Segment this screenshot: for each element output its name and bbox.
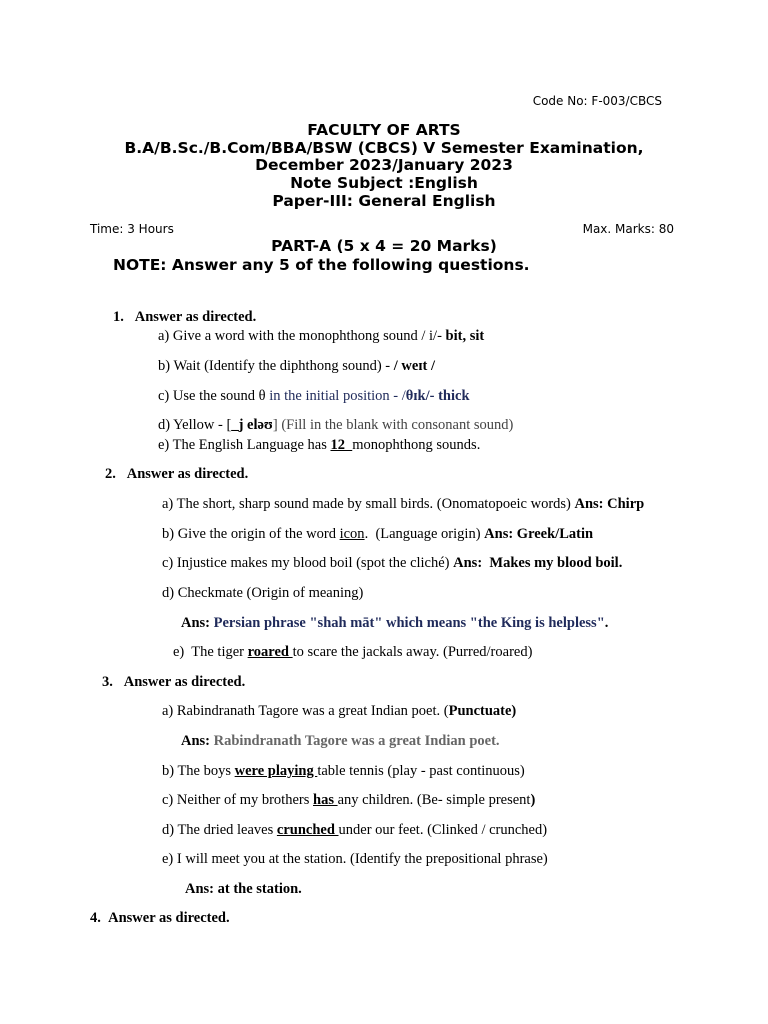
question-4-heading bbox=[90, 909, 230, 927]
question-2-heading bbox=[105, 465, 248, 483]
q1-item-e: e) The English Language has 12 monophthong sounds. bbox=[158, 437, 481, 453]
question-number: 3. bbox=[102, 674, 113, 690]
answer: bit, sit bbox=[445, 328, 485, 344]
question-title: Answer as directed. bbox=[134, 309, 257, 325]
q2-item-b: b) Give the origin of the word icon. (Language origin) Ans: Greek/Latin bbox=[162, 526, 594, 542]
q2-item-c: c) Injustice makes my blood boil (spot the cliché) Ans: Makes my blood boil. bbox=[162, 555, 623, 571]
q1-item-d: d) Yellow - [_j eləʊ] (Fill in the blank with consonant sound) bbox=[158, 417, 514, 433]
q3-item-c: c) Neither of my brothers has any children. (Be- simple present) bbox=[162, 792, 536, 808]
q3-item-e-answer bbox=[185, 880, 302, 898]
answer: Ans: Makes my blood boil. bbox=[453, 555, 623, 571]
exam-session: December 2023/January 2023 bbox=[255, 156, 513, 174]
q3-item-d: d) The dried leaves crunched under our feet. (Clinked / crunched) bbox=[162, 822, 548, 838]
note-subject: Note Subject :English bbox=[290, 174, 478, 192]
q2-item-e: e) The tiger roared to scare the jackals away. (Purred/roared) bbox=[173, 644, 533, 660]
code-number: Code No: F-003/CBCS bbox=[532, 94, 662, 108]
exam-time: Time: 3 Hours bbox=[90, 222, 174, 236]
question-title: Answer as directed. bbox=[123, 674, 246, 690]
answer: Ans: Chirp bbox=[574, 496, 645, 512]
answer: crunched bbox=[276, 822, 339, 838]
part-heading: PART-A (5 x 4 = 20 Marks) bbox=[271, 237, 497, 255]
question-title: Answer as directed. bbox=[108, 910, 230, 926]
q3-item-a: a) Rabindranath Tagore was a great Indian poet. (Punctuate) bbox=[162, 703, 517, 719]
exam-title: B.A/B.Sc./B.Com/BBA/BSW (CBCS) V Semester Examination, bbox=[124, 139, 644, 157]
q3-item-e: e) I will meet you at the station. (Identify the prepositional phrase) bbox=[162, 851, 548, 867]
answer: 12 bbox=[330, 437, 353, 453]
q2-item-d: d) Checkmate (Origin of meaning) bbox=[162, 585, 364, 601]
answer: θɪk/- thick bbox=[405, 388, 470, 404]
question-title: Answer as directed. bbox=[126, 466, 249, 482]
answer: roared bbox=[247, 644, 293, 660]
question-number: 1. bbox=[113, 309, 124, 325]
answer: / weɪt / bbox=[393, 358, 435, 374]
answer: Ans: at the station. bbox=[185, 881, 302, 897]
question-1-heading bbox=[113, 308, 256, 326]
q1-item-b: b) Wait (Identify the diphthong sound) - / weɪt / bbox=[158, 358, 435, 374]
answer: were playing bbox=[234, 763, 318, 779]
answer: Ans: Greek/Latin bbox=[484, 526, 594, 542]
question-number: 2. bbox=[105, 466, 116, 482]
q3-item-b: b) The boys were playing table tennis (play - past continuous) bbox=[162, 763, 525, 779]
q1-item-a: a) Give a word with the monophthong sound / i/- bit, sit bbox=[158, 328, 485, 344]
faculty-title: FACULTY OF ARTS bbox=[307, 121, 461, 139]
question-3-heading bbox=[102, 673, 245, 691]
question-number: 4. bbox=[90, 910, 101, 926]
answer: _j bbox=[231, 417, 244, 433]
q1-item-c: c) Use the sound θ in the initial position - /θɪk/- thick bbox=[158, 388, 470, 404]
q2-item-a: a) The short, sharp sound made by small birds. (Onomatopoeic words) Ans: Chirp bbox=[162, 496, 645, 512]
answer: Persian phrase "shah māt" which means "the King is helpless" bbox=[213, 615, 605, 631]
max-marks: Max. Marks: 80 bbox=[582, 222, 674, 236]
paper-title: Paper-III: General English bbox=[272, 192, 496, 210]
q2-item-d-answer: Ans: Persian phrase "shah māt" which means "the King is helpless". bbox=[181, 615, 609, 631]
q3-item-a-answer: Ans: Rabindranath Tagore was a great Indian poet. bbox=[181, 733, 500, 749]
answer: Rabindranath Tagore was a great Indian poet. bbox=[213, 733, 500, 749]
note-instruction: NOTE: Answer any 5 of the following questions. bbox=[113, 256, 530, 274]
answer: has bbox=[313, 792, 338, 808]
